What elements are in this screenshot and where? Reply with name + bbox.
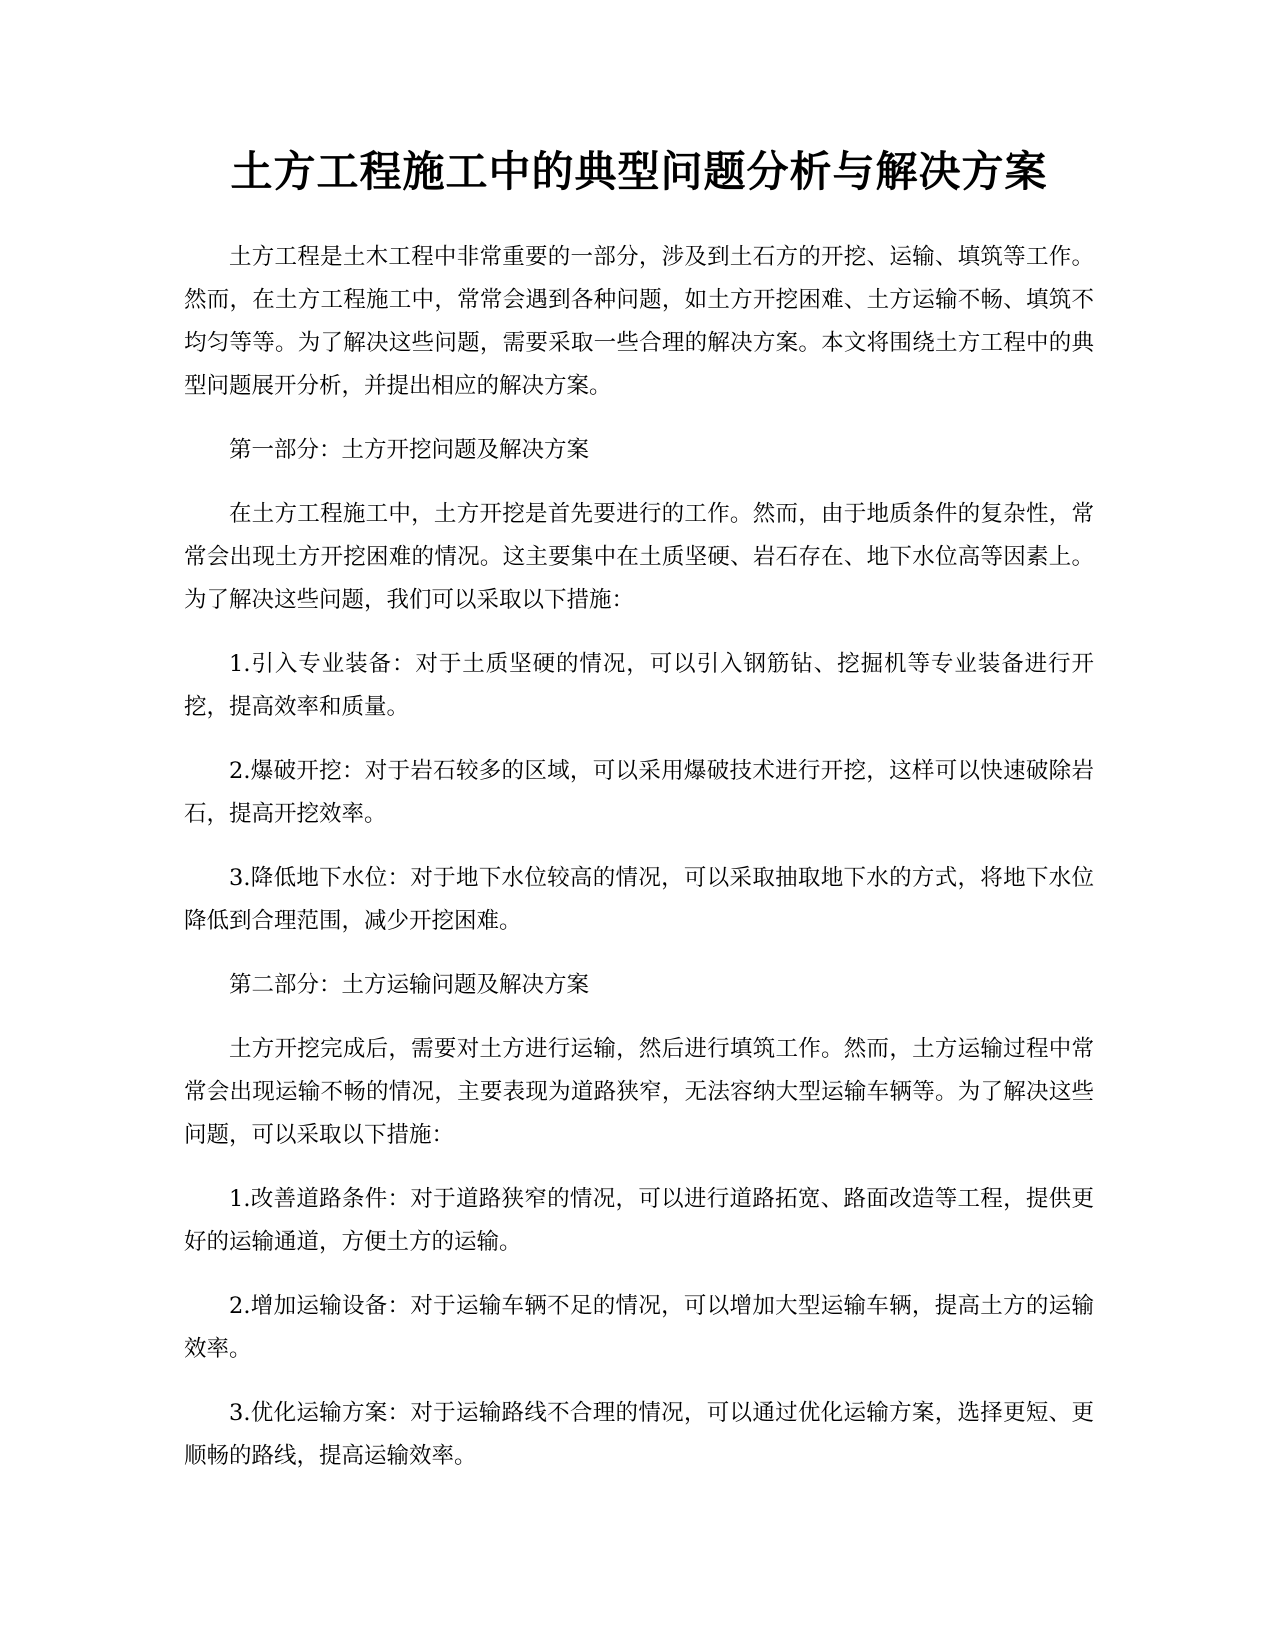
section-heading-part-two: 第二部分：土方运输问题及解决方案 xyxy=(229,972,590,998)
list-item-transport-2: 2.增加运输设备：对于运输车辆不足的情况，可以增加大型运输车辆，提高土方的运输效率。 xyxy=(184,1293,1094,1362)
list-item-excavation-1: 1.引入专业装备：对于土质坚硬的情况，可以引入钢筋钻、挖掘机等专业装备进行开挖，提高效率和质量。 xyxy=(184,651,1094,720)
document-page xyxy=(184,140,1094,1499)
list-item-transport-1: 1.改善道路条件：对于道路狭窄的情况，可以进行道路拓宽、路面改造等工程，提供更好的运输通道，方便土方的运输。 xyxy=(184,1186,1094,1255)
list-item-transport-3: 3.优化运输方案：对于运输路线不合理的情况，可以通过优化运输方案，选择更短、更顺畅的路线，提高运输效率。 xyxy=(184,1400,1094,1469)
list-item-excavation-2: 2.爆破开挖：对于岩石较多的区域，可以采用爆破技术进行开挖，这样可以快速破除岩石，提高开挖效率。 xyxy=(184,758,1094,827)
document-title: 土方工程施工中的典型问题分析与解决方案 xyxy=(230,147,1048,196)
paragraph-excavation-overview: 在土方工程施工中，土方开挖是首先要进行的工作。然而，由于地质条件的复杂性，常常会出现土方开挖困难的情况。这主要集中在土质坚硬、岩石存在、地下水位高等因素上。为了解决这些问题，我们可以采取以下措施： xyxy=(184,501,1094,613)
section-heading-part-one: 第一部分：土方开挖问题及解决方案 xyxy=(229,437,590,463)
list-item-excavation-3: 3.降低地下水位：对于地下水位较高的情况，可以采取抽取地下水的方式，将地下水位降低到合理范围，减少开挖困难。 xyxy=(184,865,1094,934)
intro-paragraph: 土方工程是土木工程中非常重要的一部分，涉及到土石方的开挖、运输、填筑等工作。然而，在土方工程施工中，常常会遇到各种问题，如土方开挖困难、土方运输不畅、填筑不均匀等等。为了解决这些问题，需要采取一些合理的解决方案。本文将围绕土方工程中的典型问题展开分析，并提出相应的解决方案。 xyxy=(184,244,1094,399)
paragraph-transport-overview: 土方开挖完成后，需要对土方进行运输，然后进行填筑工作。然而，土方运输过程中常常会出现运输不畅的情况，主要表现为道路狭窄，无法容纳大型运输车辆等。为了解决这些问题，可以采取以下措施： xyxy=(184,1036,1094,1148)
